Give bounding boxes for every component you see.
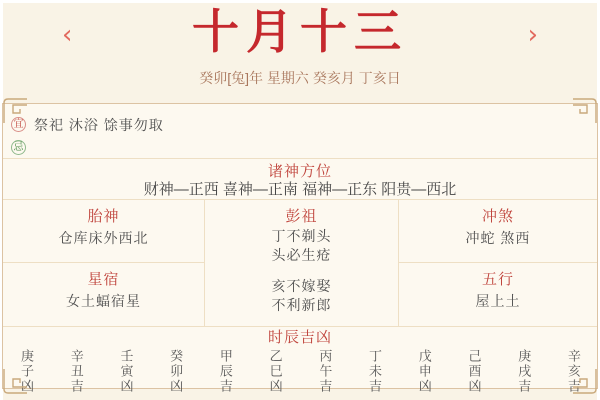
hour-item: 庚子凶 <box>19 348 34 394</box>
pengzu-line: 丁不剃头 <box>271 228 332 244</box>
lunar-date-title: 十月十三 <box>192 7 408 59</box>
pengzu-cell <box>204 200 399 326</box>
constellation-cell <box>3 263 204 326</box>
hour-item: 丁未吉 <box>367 348 383 394</box>
hour-item: 乙巳凶 <box>267 348 283 394</box>
clash-value: 冲蛇 煞西 <box>465 230 531 246</box>
pengzu-line: 亥不嫁娶 <box>271 278 332 294</box>
constellation-value: 女土蝠宿星 <box>66 293 141 309</box>
hour-item: 己酉凶 <box>466 348 482 394</box>
hour-item: 壬寅凶 <box>118 348 134 394</box>
suitable-row <box>11 113 587 136</box>
constellation-title: 星宿 <box>87 271 120 288</box>
hour-item: 癸卯凶 <box>168 348 184 394</box>
five-elements-cell <box>399 263 597 326</box>
pengzu-title: 彭祖 <box>285 208 318 225</box>
hourly-fortune-row <box>3 346 597 394</box>
hour-item: 庚戌吉 <box>516 348 532 394</box>
fetal-god-value: 仓库床外西北 <box>58 230 149 246</box>
fetal-god-title: 胎神 <box>87 208 120 225</box>
suitable-icon: 宜 <box>11 117 26 132</box>
avoid-row <box>11 136 587 159</box>
hour-item: 甲辰吉 <box>217 348 233 394</box>
pengzu-line: 不利新郎 <box>271 297 332 313</box>
clash-title: 冲煞 <box>481 208 514 225</box>
pengzu-line: 头必生疮 <box>271 247 332 263</box>
hour-item: 辛亥吉 <box>565 348 581 394</box>
clash-cell <box>399 200 597 263</box>
suitable-activities: 祭祀 沐浴 馀事勿取 <box>34 116 164 133</box>
almanac-panel <box>2 103 598 394</box>
suitable-avoid-section <box>3 104 597 158</box>
avoid-icon: 忌 <box>11 140 26 155</box>
next-day-button[interactable]: › <box>527 20 538 50</box>
gods-direction-section <box>3 158 597 199</box>
gods-direction-text: 财神—正西 喜神—正南 福神—正东 阳贵—西北 <box>143 181 457 198</box>
hour-item: 辛丑吉 <box>68 348 84 394</box>
gods-direction-title: 诸神方位 <box>267 163 332 180</box>
hour-item: 丙午吉 <box>317 348 333 394</box>
previous-day-button[interactable]: ‹ <box>62 20 73 50</box>
ganzhi-date-subtitle: 癸卯[兔]年 星期六 癸亥月 丁亥日 <box>199 70 401 86</box>
hourly-fortune-section <box>3 326 597 394</box>
almanac-grid <box>3 199 597 326</box>
fetal-god-cell <box>3 200 204 263</box>
hourly-fortune-title: 时辰吉凶 <box>267 329 332 346</box>
hour-item: 戊申凶 <box>416 348 432 394</box>
five-elements-title: 五行 <box>481 271 514 288</box>
five-elements-value: 屋上土 <box>475 293 521 309</box>
